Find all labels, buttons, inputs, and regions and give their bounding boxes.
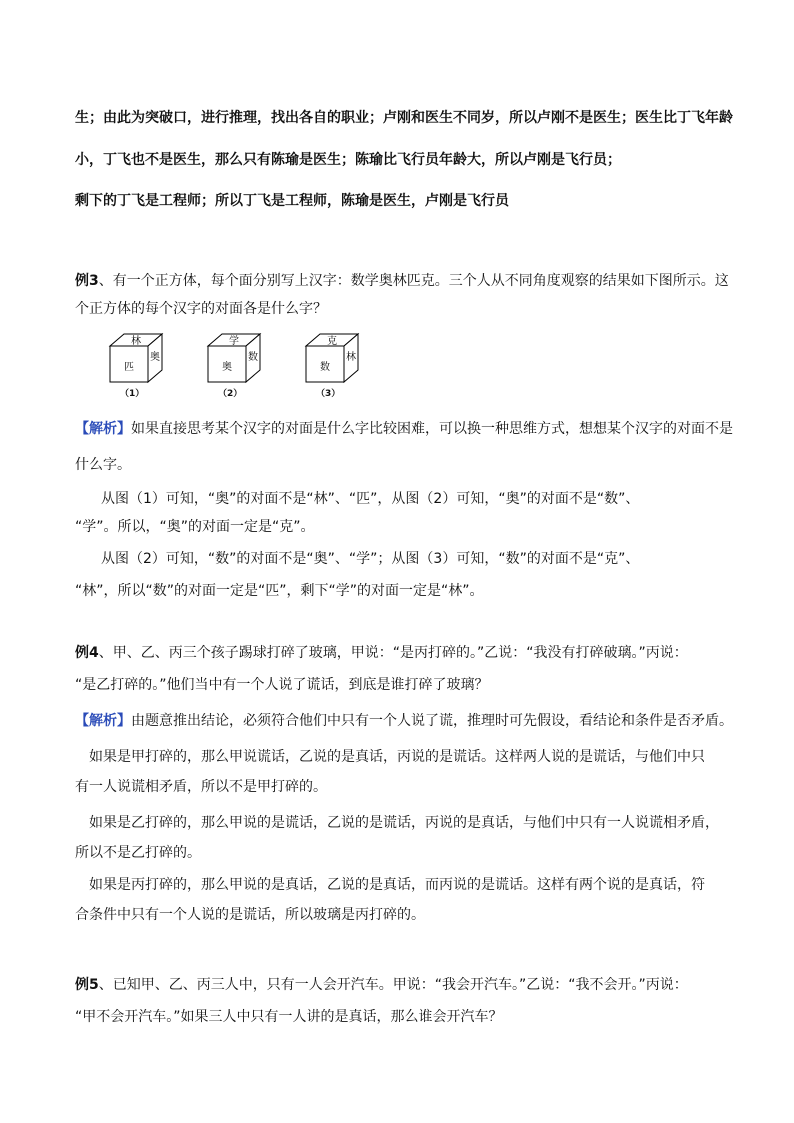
example-label: 例3	[75, 273, 99, 289]
text-line: 如果是丙打碎的，那么甲说的是真话，乙说的是真话，而丙说的是谎话。这样有两个说的是真话，符	[89, 877, 705, 893]
text-line: 所以不是乙打碎的。	[75, 845, 201, 861]
cube-top-face: 林	[131, 336, 141, 347]
cube-figures	[100, 330, 400, 398]
text-line: 生；由此为突破口，进行推理，找出各自的职业；卢刚和医生不同岁，所以卢刚不是医生；医生比丁飞年龄	[75, 110, 733, 126]
text-line: 合条件中只有一个人说的是谎话，所以玻璃是丙打碎的。	[75, 907, 425, 923]
text-line: 小，丁飞也不是医生，那么只有陈瑜是医生；陈瑜比飞行员年龄大，所以卢刚是飞行员；	[75, 152, 621, 168]
analysis-text: 如果直接思考某个汉字的对面是什么字比较困难，可以换一种思维方式，想想某个汉字的对面不是	[131, 421, 733, 437]
cube-side-face: 奥	[150, 352, 160, 363]
text-line: “是乙打碎的。”他们当中有一个人说了谎话，到底是谁打碎了玻璃？	[75, 677, 489, 693]
cube-caption: （3）	[316, 389, 341, 399]
text-line: 从图（2）可知，“数”的对面不是“奥”、“学”；从图（3）可知，“数”的对面不是“克”、	[101, 551, 640, 567]
text-line: 什么字。	[75, 457, 131, 473]
text-line: 如果是甲打碎的，那么甲说谎话，乙说的是真话，丙说的是谎话。这样两人说的是谎话，与他们中只	[89, 749, 705, 765]
text-line: 有一人说谎相矛盾，所以不是甲打碎的。	[75, 779, 327, 795]
cube-caption: （2）	[218, 389, 243, 399]
example-4-question	[75, 644, 688, 662]
text-line: 如果是乙打碎的，那么甲说的是谎话，乙说的是谎话，丙说的是真话，与他们中只有一人说谎相矛盾，	[89, 815, 719, 831]
cube-figure-2	[206, 330, 266, 399]
analysis-tag: 【解析】	[75, 421, 131, 437]
text-line: “学”。所以，“奥”的对面一定是“克”。	[75, 519, 315, 535]
cube-side-face: 林	[346, 352, 356, 363]
analysis-line	[75, 712, 733, 730]
analysis-text: 由题意推出结论，必须符合他们中只有一个人说了谎，推理时可先假设，看结论和条件是否矛盾。	[131, 713, 733, 729]
example-3-question	[75, 272, 729, 290]
text-line: “甲不会开汽车。”如果三人中只有一人讲的是真话，那么谁会开汽车？	[75, 1009, 503, 1025]
text-line: “林”，所以“数”的对面一定是“匹”，剩下“学”的对面一定是“林”。	[75, 583, 484, 599]
cube-front-face: 匹	[124, 362, 134, 373]
text-line: 从图（1）可知，“奥”的对面不是“林”、“匹”，从图（2）可知，“奥”的对面不是“数”、	[101, 491, 640, 507]
cube-front-face: 数	[320, 362, 330, 373]
cube-caption: （1）	[120, 389, 145, 399]
analysis-tag: 【解析】	[75, 713, 131, 729]
example-label: 例5	[75, 977, 99, 993]
cube-top-face: 克	[327, 336, 337, 347]
cube-figure-1	[108, 330, 168, 399]
question-text: 、有一个正方体，每个面分别写上汉字：数学奥林匹克。三个人从不同角度观察的结果如下图所示。这	[98, 273, 729, 289]
question-text: 、已知甲、乙、丙三人中，只有一人会开汽车。甲说：“我会开汽车。”乙说：“我不会开。”丙说：	[98, 977, 688, 993]
analysis-line	[75, 420, 733, 438]
cube-side-face: 数	[248, 352, 258, 363]
cube-front-face: 奥	[222, 362, 232, 373]
cube-figure-3	[304, 330, 364, 399]
text-line: 个正方体的每个汉字的对面各是什么字？	[75, 301, 327, 317]
cube-top-face: 学	[229, 336, 239, 347]
example-5-question	[75, 976, 688, 994]
example-label: 例4	[75, 645, 99, 661]
text-line: 剩下的丁飞是工程师；所以丁飞是工程师，陈瑜是医生，卢刚是飞行员	[75, 193, 509, 209]
question-text: 、甲、乙、丙三个孩子踢球打碎了玻璃，甲说：“是丙打碎的。”乙说：“我没有打碎破璃。”丙说：	[98, 645, 688, 661]
